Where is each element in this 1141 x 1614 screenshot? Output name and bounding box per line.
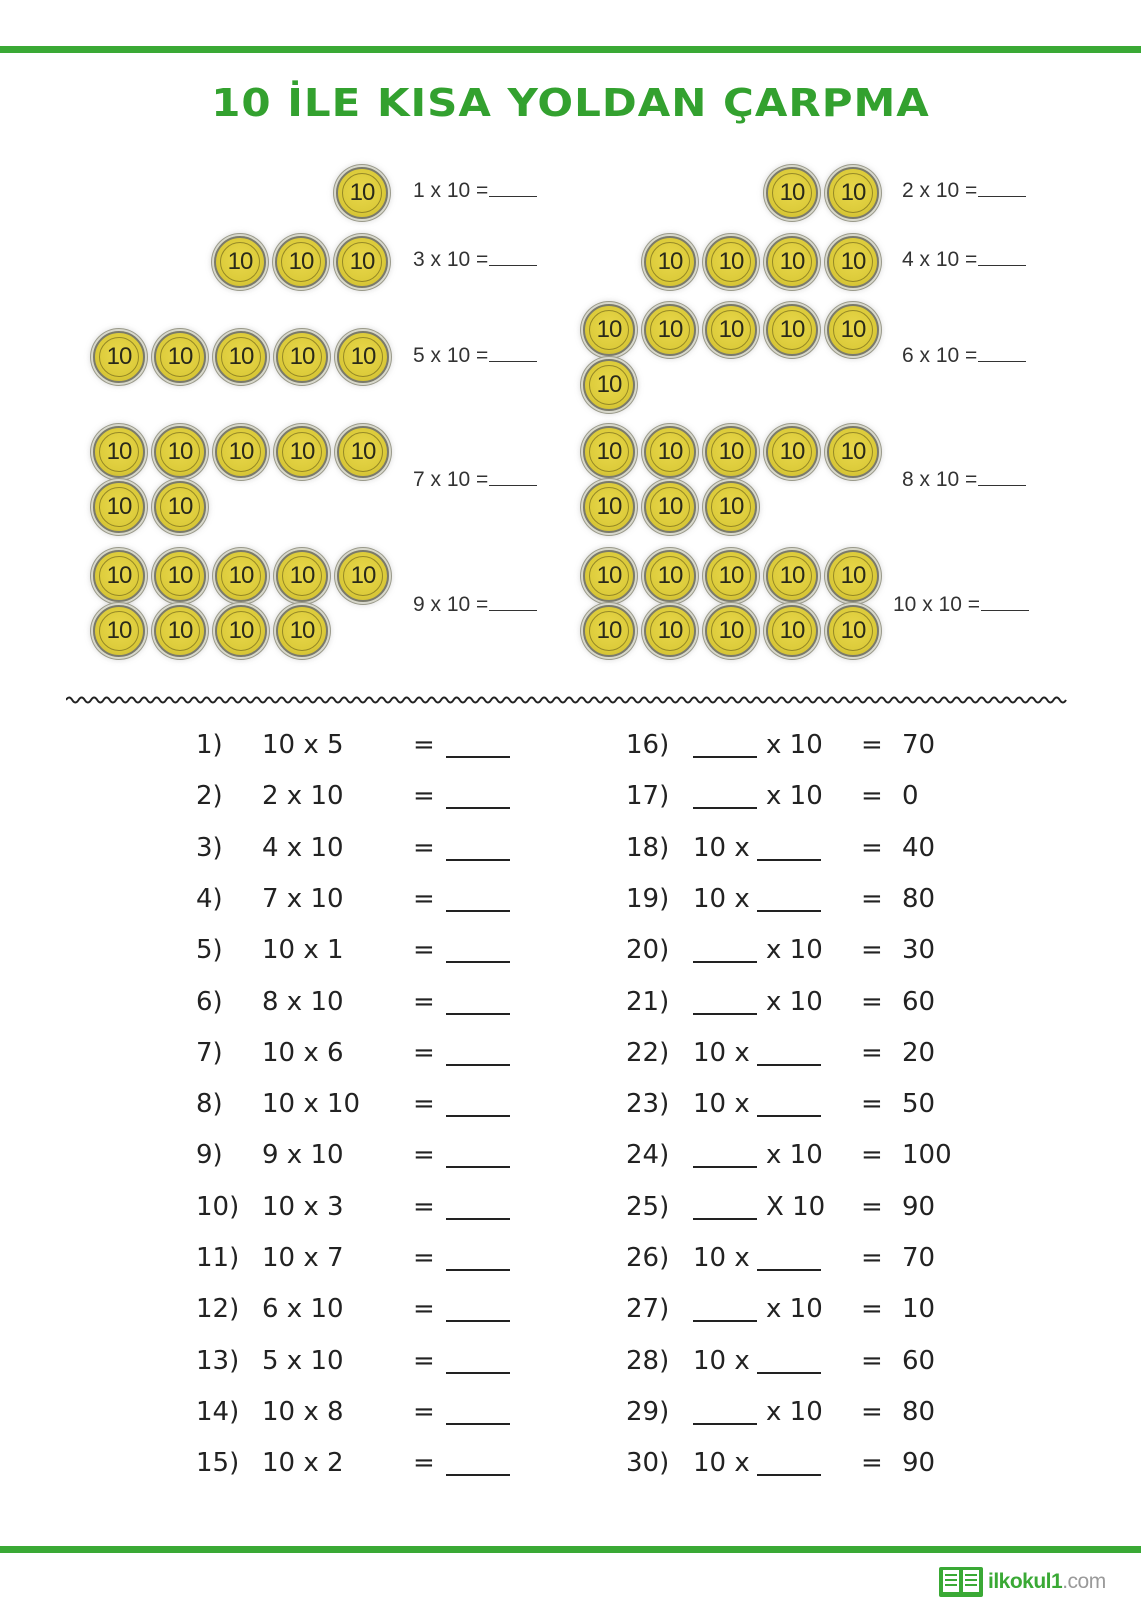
coin-ten: 10 xyxy=(644,481,696,533)
exercise-result: 80 xyxy=(902,1397,936,1427)
coin-equation xyxy=(413,343,537,368)
exercise-number: 30) xyxy=(626,1448,670,1478)
coin-ten: 10 xyxy=(154,550,206,602)
equals-sign: = xyxy=(413,1294,435,1324)
coin-equation-text: 3 x 10 = xyxy=(413,248,489,271)
exercise-expression: 5 x 10 xyxy=(262,1346,344,1376)
exercise-number: 10) xyxy=(196,1192,240,1222)
exercise-row xyxy=(0,987,1141,1027)
exercise-number: 28) xyxy=(626,1346,670,1376)
answer-blank[interactable] xyxy=(489,343,537,362)
book-icon xyxy=(938,1565,984,1599)
coin-equation xyxy=(902,343,1026,368)
coin-ten: 10 xyxy=(214,236,266,288)
answer-line[interactable] xyxy=(693,781,757,809)
coin-ten: 10 xyxy=(644,236,696,288)
exercise-row xyxy=(0,781,1141,821)
answer-line[interactable] xyxy=(693,935,757,963)
exercise-expression: 10 x 6 xyxy=(262,1038,344,1068)
exercise-number: 3) xyxy=(196,833,223,863)
exercise-result: 20 xyxy=(902,1038,936,1068)
exercise-number: 9) xyxy=(196,1140,223,1170)
coin-ten: 10 xyxy=(276,550,328,602)
coin-ten: 10 xyxy=(336,236,388,288)
coin-ten: 10 xyxy=(705,426,757,478)
exercise-number: 7) xyxy=(196,1038,223,1068)
exercise-number: 24) xyxy=(626,1140,670,1170)
exercise-number: 2) xyxy=(196,781,223,811)
coin-ten: 10 xyxy=(93,426,145,478)
coin-ten: 10 xyxy=(154,605,206,657)
equals-sign: = xyxy=(413,1346,435,1376)
coin-equation xyxy=(413,178,537,203)
exercise-number: 25) xyxy=(626,1192,670,1222)
exercise-result: 50 xyxy=(902,1089,936,1119)
equals-sign: = xyxy=(861,1448,883,1478)
exercise-result: 100 xyxy=(902,1140,952,1170)
coin-equation xyxy=(902,178,1026,203)
coin-ten: 10 xyxy=(705,304,757,356)
wavy-divider xyxy=(66,694,1071,706)
coin-equation xyxy=(413,247,537,272)
logo-name: ilkokul1 xyxy=(988,1570,1063,1593)
answer-line[interactable] xyxy=(757,884,821,912)
exercise-expression: 10 x 10 xyxy=(262,1089,361,1119)
coin-ten: 10 xyxy=(93,605,145,657)
exercise-number: 15) xyxy=(196,1448,240,1478)
exercise-row xyxy=(0,1346,1141,1386)
coin-equation xyxy=(902,247,1026,272)
exercise-factor: 10 x xyxy=(693,833,750,863)
exercise-expression: 10 x 8 xyxy=(262,1397,344,1427)
exercise-row xyxy=(0,935,1141,975)
equals-sign: = xyxy=(413,884,435,914)
exercise-factor: 10 x xyxy=(693,1243,750,1273)
equals-sign: = xyxy=(861,1192,883,1222)
answer-blank[interactable] xyxy=(489,592,537,611)
answer-blank[interactable] xyxy=(978,467,1026,486)
exercise-row xyxy=(0,1243,1141,1283)
exercise-factor: x 10 xyxy=(766,1397,823,1427)
exercise-number: 27) xyxy=(626,1294,670,1324)
equals-sign: = xyxy=(861,833,883,863)
exercise-result: 90 xyxy=(902,1192,936,1222)
coin-ten: 10 xyxy=(766,550,818,602)
exercise-number: 22) xyxy=(626,1038,670,1068)
equals-sign: = xyxy=(413,1243,435,1273)
exercise-result: 80 xyxy=(902,884,936,914)
equals-sign: = xyxy=(861,1294,883,1324)
exercise-row xyxy=(0,730,1141,770)
coin-ten: 10 xyxy=(337,426,389,478)
coin-equation xyxy=(902,467,1026,492)
equals-sign: = xyxy=(861,1038,883,1068)
coin-equation-text: 9 x 10 = xyxy=(413,593,489,616)
coin-ten: 10 xyxy=(583,304,635,356)
coin-equation-text: 1 x 10 = xyxy=(413,179,489,202)
exercise-number: 12) xyxy=(196,1294,240,1324)
coin-ten: 10 xyxy=(215,605,267,657)
equals-sign: = xyxy=(413,781,435,811)
exercise-expression: 10 x 1 xyxy=(262,935,344,965)
exercise-expression: 9 x 10 xyxy=(262,1140,344,1170)
coin-ten: 10 xyxy=(766,426,818,478)
bottom-green-rule xyxy=(0,1546,1141,1553)
answer-line[interactable] xyxy=(757,1038,821,1066)
exercise-factor: x 10 xyxy=(766,730,823,760)
coin-ten: 10 xyxy=(583,426,635,478)
coin-equation xyxy=(413,467,537,492)
exercise-result: 40 xyxy=(902,833,936,863)
coin-ten: 10 xyxy=(766,605,818,657)
exercise-row xyxy=(0,1140,1141,1180)
exercise-result: 70 xyxy=(902,730,936,760)
coin-equation-text: 2 x 10 = xyxy=(902,179,978,202)
exercise-number: 16) xyxy=(626,730,670,760)
coin-ten: 10 xyxy=(154,426,206,478)
coin-ten: 10 xyxy=(827,605,879,657)
coin-equation-text: 6 x 10 = xyxy=(902,344,978,367)
exercise-factor: x 10 xyxy=(766,781,823,811)
answer-blank[interactable] xyxy=(978,247,1026,266)
answer-line[interactable] xyxy=(693,1192,757,1220)
coin-equation-text: 10 x 10 = xyxy=(893,593,980,616)
coin-ten: 10 xyxy=(827,167,879,219)
exercise-result: 0 xyxy=(902,781,919,811)
exercise-result: 90 xyxy=(902,1448,936,1478)
coin-ten: 10 xyxy=(583,550,635,602)
exercise-factor: 10 x xyxy=(693,884,750,914)
exercise-number: 19) xyxy=(626,884,670,914)
answer-line[interactable] xyxy=(757,1448,821,1476)
exercise-number: 26) xyxy=(626,1243,670,1273)
exercise-row xyxy=(0,833,1141,873)
exercise-number: 11) xyxy=(196,1243,240,1273)
exercise-factor: 10 x xyxy=(693,1038,750,1068)
coin-ten: 10 xyxy=(215,550,267,602)
exercise-factor: 10 x xyxy=(693,1448,750,1478)
coin-equation-text: 5 x 10 = xyxy=(413,344,489,367)
exercise-row xyxy=(0,1038,1141,1078)
equals-sign: = xyxy=(413,987,435,1017)
coin-ten: 10 xyxy=(583,481,635,533)
coin-ten: 10 xyxy=(215,331,267,383)
answer-blank[interactable] xyxy=(489,467,537,486)
coin-ten: 10 xyxy=(705,550,757,602)
coin-ten: 10 xyxy=(705,481,757,533)
exercise-result: 10 xyxy=(902,1294,936,1324)
coin-equation xyxy=(893,592,1029,617)
exercise-number: 21) xyxy=(626,987,670,1017)
exercise-factor: 10 x xyxy=(693,1089,750,1119)
equals-sign: = xyxy=(861,1140,883,1170)
equals-sign: = xyxy=(413,1140,435,1170)
coin-equation-text: 7 x 10 = xyxy=(413,468,489,491)
exercise-expression: 2 x 10 xyxy=(262,781,344,811)
exercise-factor: x 10 xyxy=(766,987,823,1017)
coin-ten: 10 xyxy=(827,304,879,356)
coin-equation-text: 8 x 10 = xyxy=(902,468,978,491)
exercise-factor: 10 x xyxy=(693,1346,750,1376)
answer-blank[interactable] xyxy=(978,343,1026,362)
equals-sign: = xyxy=(861,935,883,965)
exercise-expression: 10 x 7 xyxy=(262,1243,344,1273)
equals-sign: = xyxy=(413,1397,435,1427)
coin-ten: 10 xyxy=(154,481,206,533)
answer-line[interactable] xyxy=(693,1397,757,1425)
logo-domain: .com xyxy=(1062,1570,1106,1593)
page-title: 10 İLE KISA YOLDAN ÇARPMA xyxy=(211,79,930,126)
coin-ten: 10 xyxy=(275,236,327,288)
exercise-expression: 10 x 2 xyxy=(262,1448,344,1478)
exercise-number: 18) xyxy=(626,833,670,863)
coin-ten: 10 xyxy=(644,304,696,356)
equals-sign: = xyxy=(413,1192,435,1222)
equals-sign: = xyxy=(413,1448,435,1478)
site-logo xyxy=(938,1562,1118,1602)
coin-ten: 10 xyxy=(583,605,635,657)
exercise-number: 13) xyxy=(196,1346,240,1376)
exercise-result: 70 xyxy=(902,1243,936,1273)
coin-ten: 10 xyxy=(644,550,696,602)
answer-line[interactable] xyxy=(693,1294,757,1322)
answer-line[interactable] xyxy=(757,833,821,861)
coin-ten: 10 xyxy=(154,331,206,383)
coin-ten: 10 xyxy=(766,304,818,356)
coin-ten: 10 xyxy=(766,167,818,219)
equals-sign: = xyxy=(413,833,435,863)
coin-ten: 10 xyxy=(583,359,635,411)
coin-ten: 10 xyxy=(705,605,757,657)
exercise-result: 60 xyxy=(902,987,936,1017)
answer-blank[interactable] xyxy=(489,178,537,197)
answer-blank[interactable] xyxy=(489,247,537,266)
coin-ten: 10 xyxy=(644,605,696,657)
exercise-row xyxy=(0,884,1141,924)
exercise-expression: 4 x 10 xyxy=(262,833,344,863)
equals-sign: = xyxy=(861,1243,883,1273)
exercise-row xyxy=(0,1397,1141,1437)
coin-ten: 10 xyxy=(276,331,328,383)
exercise-number: 1) xyxy=(196,730,223,760)
coin-ten: 10 xyxy=(336,167,388,219)
answer-line[interactable] xyxy=(757,1243,821,1271)
coin-ten: 10 xyxy=(337,550,389,602)
exercise-row xyxy=(0,1089,1141,1129)
coin-ten: 10 xyxy=(215,426,267,478)
exercise-expression: 6 x 10 xyxy=(262,1294,344,1324)
exercise-number: 20) xyxy=(626,935,670,965)
equals-sign: = xyxy=(861,1346,883,1376)
answer-line[interactable] xyxy=(757,1346,821,1374)
coin-equation xyxy=(413,592,537,617)
equals-sign: = xyxy=(413,935,435,965)
equals-sign: = xyxy=(861,730,883,760)
exercise-expression: 10 x 3 xyxy=(262,1192,344,1222)
exercise-expression: 10 x 5 xyxy=(262,730,344,760)
equals-sign: = xyxy=(413,1089,435,1119)
equals-sign: = xyxy=(861,884,883,914)
coin-ten: 10 xyxy=(276,426,328,478)
coin-equation-text: 4 x 10 = xyxy=(902,248,978,271)
exercise-row xyxy=(0,1294,1141,1334)
equals-sign: = xyxy=(413,1038,435,1068)
exercise-result: 60 xyxy=(902,1346,936,1376)
equals-sign: = xyxy=(861,1089,883,1119)
coin-ten: 10 xyxy=(766,236,818,288)
coin-ten: 10 xyxy=(276,605,328,657)
coin-ten: 10 xyxy=(705,236,757,288)
exercise-factor: x 10 xyxy=(766,1140,823,1170)
coin-ten: 10 xyxy=(827,550,879,602)
answer-line[interactable] xyxy=(693,987,757,1015)
equals-sign: = xyxy=(861,987,883,1017)
coin-ten: 10 xyxy=(93,550,145,602)
exercise-factor: x 10 xyxy=(766,935,823,965)
exercise-row xyxy=(0,1448,1141,1488)
answer-blank[interactable] xyxy=(978,178,1026,197)
coin-ten: 10 xyxy=(93,481,145,533)
exercise-number: 4) xyxy=(196,884,223,914)
equals-sign: = xyxy=(413,730,435,760)
answer-line[interactable] xyxy=(757,1089,821,1117)
exercise-number: 29) xyxy=(626,1397,670,1427)
exercise-number: 5) xyxy=(196,935,223,965)
exercise-result: 30 xyxy=(902,935,936,965)
equals-sign: = xyxy=(861,1397,883,1427)
exercise-number: 17) xyxy=(626,781,670,811)
exercise-factor: x 10 xyxy=(766,1294,823,1324)
exercise-factor: X 10 xyxy=(766,1192,826,1222)
coin-ten: 10 xyxy=(827,236,879,288)
exercise-number: 14) xyxy=(196,1397,240,1427)
exercise-number: 6) xyxy=(196,987,223,1017)
answer-line[interactable] xyxy=(693,730,757,758)
coin-ten: 10 xyxy=(93,331,145,383)
exercise-row xyxy=(0,1192,1141,1232)
answer-blank[interactable] xyxy=(981,592,1029,611)
answer-line[interactable] xyxy=(693,1140,757,1168)
coin-ten: 10 xyxy=(827,426,879,478)
coin-ten: 10 xyxy=(644,426,696,478)
exercise-expression: 7 x 10 xyxy=(262,884,344,914)
coin-ten: 10 xyxy=(337,331,389,383)
exercise-expression: 8 x 10 xyxy=(262,987,344,1017)
exercise-number: 8) xyxy=(196,1089,223,1119)
exercise-number: 23) xyxy=(626,1089,670,1119)
equals-sign: = xyxy=(861,781,883,811)
top-green-rule xyxy=(0,46,1141,53)
